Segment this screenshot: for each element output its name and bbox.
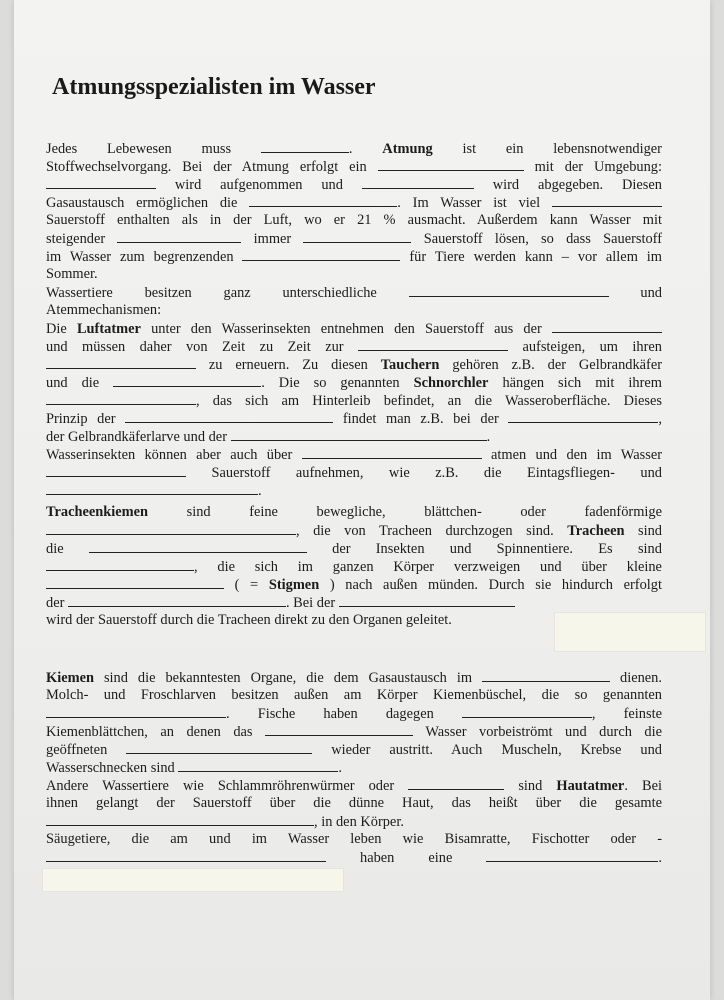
blank-field[interactable] xyxy=(362,175,474,189)
blank-field[interactable] xyxy=(409,283,609,297)
text: aufsteigen, um ihren xyxy=(522,339,662,355)
text: die xyxy=(217,559,235,575)
text: die xyxy=(46,541,64,557)
text: bewegliche, xyxy=(316,504,386,520)
text: sind die bekanntesten Organe, die dem Gasaustausch im xyxy=(103,670,473,686)
text-line xyxy=(46,229,662,248)
text: und xyxy=(640,465,662,481)
blank-field[interactable] xyxy=(46,704,226,718)
text: findet man z.B. bei der xyxy=(342,411,499,427)
blank-field[interactable] xyxy=(46,463,186,477)
text: Gasaustausch ermöglichen die xyxy=(46,195,238,211)
text: ein xyxy=(505,141,524,157)
text: Molch- und Froschlarven besitzen außen am Körper Kiemenbüschel, die so genannten xyxy=(46,687,662,703)
text-line xyxy=(46,337,662,356)
text: oder xyxy=(610,831,637,847)
text: oder xyxy=(520,504,546,520)
text-line xyxy=(46,139,662,158)
text: ganzen xyxy=(332,559,374,575)
text: Wassertiere xyxy=(46,285,113,301)
text: Sauerstoff lösen, so dass Sauerstoff xyxy=(423,231,662,247)
text: immer xyxy=(253,231,292,247)
text: feine xyxy=(249,504,278,520)
text: aufnehmen, xyxy=(295,465,364,481)
text: fadenförmige xyxy=(584,504,662,520)
text: wird aufgenommen und xyxy=(174,177,343,193)
blank-field[interactable] xyxy=(242,247,400,261)
text: hängen sich mit ihrem xyxy=(502,375,662,391)
text-line xyxy=(46,427,662,446)
blank-field[interactable] xyxy=(46,521,296,535)
text: Wasserschnecken sind xyxy=(46,760,175,776)
text: und xyxy=(449,541,472,557)
blank-field[interactable] xyxy=(46,848,326,862)
text: . xyxy=(258,483,262,499)
text: - xyxy=(657,831,662,847)
text: ( = xyxy=(234,577,259,593)
blank-field[interactable] xyxy=(68,593,286,607)
text: . Bei der xyxy=(285,595,336,611)
text-line xyxy=(46,848,662,867)
text: Spinnentiere. xyxy=(496,541,573,557)
paper-patch xyxy=(42,868,344,892)
text: blättchen- xyxy=(424,504,482,520)
blank-field[interactable] xyxy=(265,722,413,736)
text: , xyxy=(194,559,198,575)
blank-field[interactable] xyxy=(261,139,349,153)
blank-field[interactable] xyxy=(378,157,524,171)
text: ) nach außen münden. Durch sie hindurch erfolgt xyxy=(329,577,662,593)
blank-field[interactable] xyxy=(126,740,312,754)
text: Die xyxy=(46,321,67,337)
text: am xyxy=(170,831,188,847)
blank-field[interactable] xyxy=(89,539,307,553)
blank-field[interactable] xyxy=(178,758,338,772)
text-line xyxy=(46,557,662,576)
text: im xyxy=(251,831,268,847)
text: , in den Körper. xyxy=(314,814,404,830)
text: ist xyxy=(462,141,477,157)
text-line xyxy=(46,686,662,705)
text-line xyxy=(46,445,662,464)
text: . Bei xyxy=(624,778,662,794)
text: haben xyxy=(360,850,395,866)
blank-field[interactable] xyxy=(482,668,610,682)
text: der xyxy=(46,595,65,611)
text: gehören z.B. der Gelbrandkäfer xyxy=(452,357,663,373)
text: ganz xyxy=(223,285,251,301)
blank-field[interactable] xyxy=(303,229,411,243)
text-line xyxy=(46,373,662,392)
blank-field[interactable] xyxy=(125,409,333,423)
text: . xyxy=(338,760,342,776)
blank-field[interactable] xyxy=(486,848,658,862)
text: Kiemenblättchen, an denen das xyxy=(46,724,253,740)
text: Sauerstoff xyxy=(211,465,271,481)
text-line xyxy=(46,722,662,741)
keyword-tracheen: Tracheen xyxy=(567,523,625,539)
text: Körper xyxy=(393,559,435,575)
blank-field[interactable] xyxy=(46,557,194,571)
text-line xyxy=(46,812,662,831)
text: unter den Wasserinsekten entnehmen den Sauerstoff aus der xyxy=(151,321,542,337)
text: Säugetiere, xyxy=(46,831,111,847)
text: für Tiere werden kann – vor allem im xyxy=(409,249,662,265)
text: , die von Tracheen durchzogen sind. xyxy=(296,523,554,539)
text: sind xyxy=(637,541,662,557)
text: . xyxy=(486,429,491,445)
keyword-atmung: Atmung xyxy=(382,141,433,157)
paper-patch xyxy=(554,612,706,652)
text: die xyxy=(483,465,502,481)
text-line xyxy=(46,409,662,428)
text-line xyxy=(46,319,662,338)
blank-field[interactable] xyxy=(46,575,224,589)
blank-field[interactable] xyxy=(46,481,258,495)
blank-field[interactable] xyxy=(339,593,515,607)
text: Bisamratte, xyxy=(444,831,511,847)
text: und xyxy=(540,559,562,575)
text: , das sich am Hinterleib befindet, an die Wasseroberfläche. Dieses xyxy=(196,393,662,409)
text-line xyxy=(46,193,662,212)
blank-field[interactable] xyxy=(231,427,487,441)
text-line xyxy=(46,481,662,500)
text: über xyxy=(581,559,607,575)
text: Sauerstoff enthalten als in der Luft, wo er 21 % ausmacht. Außerdem kann Wasser mit xyxy=(46,212,662,228)
text-line xyxy=(46,463,662,482)
text: Es xyxy=(598,541,613,557)
blank-field[interactable] xyxy=(462,704,592,718)
blank-field[interactable] xyxy=(117,229,241,243)
text: sich xyxy=(254,559,278,575)
text: , xyxy=(658,411,662,427)
text: Fischotter xyxy=(531,831,590,847)
worksheet-title: Atmungsspezialisten im Wasser xyxy=(52,74,376,100)
text-line xyxy=(46,283,662,302)
text: Prinzip der xyxy=(46,411,116,427)
text: atmen und den im Wasser xyxy=(491,447,663,463)
blank-field[interactable] xyxy=(552,193,662,207)
text: geöffneten xyxy=(46,742,108,758)
keyword-luftatmer: Luftatmer xyxy=(76,321,141,337)
keyword-kiemen: Kiemen xyxy=(46,670,94,686)
blank-field[interactable] xyxy=(46,175,156,189)
text: der xyxy=(332,541,351,557)
text: . xyxy=(348,141,353,157)
text-line xyxy=(46,593,546,612)
text: Wasser vorbeiströmt und durch die xyxy=(425,724,662,740)
text: wie xyxy=(388,465,410,481)
blank-field[interactable] xyxy=(508,409,658,423)
text-line xyxy=(46,175,662,194)
keyword-stigmen: Stigmen xyxy=(268,577,320,593)
text-line xyxy=(46,758,662,777)
keyword-schnorchler: Schnorchler xyxy=(413,375,489,391)
text-line xyxy=(46,157,662,176)
text: z.B. xyxy=(435,465,459,481)
text: dienen. xyxy=(620,670,662,686)
text: zu erneuern. Zu diesen xyxy=(208,357,368,373)
text-line xyxy=(46,539,662,558)
worksheet-page xyxy=(14,0,710,1000)
text: Andere Wassertiere wie Schlammröhrenwürmer oder xyxy=(46,778,395,794)
text-line xyxy=(46,521,662,540)
text-line xyxy=(46,265,662,284)
text: , feinste xyxy=(591,706,662,722)
text-line xyxy=(46,355,662,374)
blank-field[interactable] xyxy=(113,373,261,387)
text: die xyxy=(131,831,150,847)
text-line xyxy=(46,794,662,813)
blank-field[interactable] xyxy=(249,193,397,207)
text-line xyxy=(46,776,662,795)
text: ihnen gelangt der Sauerstoff über die dünne Haut, das heißt über die gesamte xyxy=(46,795,662,811)
text: Eintagsfliegen- xyxy=(526,465,615,481)
text: Wasser xyxy=(287,831,330,847)
blank-field[interactable] xyxy=(46,812,314,826)
text: der Gelbrandkäferlarve und der xyxy=(46,429,227,445)
text: wird abgegeben. Diesen xyxy=(492,177,662,193)
text: Sommer. xyxy=(46,266,98,282)
text-line xyxy=(46,503,662,522)
text: . xyxy=(658,850,662,866)
text: sind xyxy=(518,778,543,794)
text: unterschiedliche xyxy=(282,285,377,301)
blank-field[interactable] xyxy=(302,445,482,459)
text: kleine xyxy=(626,559,662,575)
text: im Wasser zum begrenzenden xyxy=(46,249,234,265)
text: und xyxy=(640,285,662,301)
text: und die xyxy=(46,375,100,391)
text-line xyxy=(46,740,662,759)
text: eine xyxy=(428,850,453,866)
text-line xyxy=(46,830,662,849)
text-line xyxy=(46,575,662,594)
text: wieder austritt. Auch Muscheln, Krebse und xyxy=(331,742,662,758)
text: besitzen xyxy=(144,285,192,301)
keyword-hautatmer: Hautatmer xyxy=(556,778,625,794)
blank-field[interactable] xyxy=(408,776,504,790)
text-line xyxy=(46,668,662,687)
text: sind xyxy=(637,523,662,539)
text: mit der Umgebung: xyxy=(534,159,662,175)
text: muss xyxy=(201,141,232,157)
text: Lebewesen xyxy=(106,141,172,157)
blank-field[interactable] xyxy=(46,355,196,369)
blank-field[interactable] xyxy=(46,391,196,405)
text: verzweigen xyxy=(453,559,521,575)
text: Wasserinsekten können aber auch über xyxy=(46,447,293,463)
text: Jedes xyxy=(46,141,78,157)
blank-field[interactable] xyxy=(358,337,508,351)
blank-field[interactable] xyxy=(552,319,662,333)
text: Insekten xyxy=(375,541,425,557)
text: leben xyxy=(350,831,382,847)
text-line xyxy=(46,247,662,266)
text-line xyxy=(46,211,662,230)
text: wird der Sauerstoff durch die Tracheen direkt zu den Organen geleitet. xyxy=(46,612,452,628)
text-line xyxy=(46,301,662,320)
text: . Die so genannten xyxy=(261,375,400,391)
text: wie xyxy=(402,831,424,847)
text: lebensnotwendiger xyxy=(553,141,662,157)
text-line xyxy=(46,391,662,410)
keyword-tauchern: Tauchern xyxy=(380,357,440,373)
keyword-tracheenkiemen: Tracheenkiemen xyxy=(46,504,149,520)
text: und xyxy=(209,831,231,847)
text-line xyxy=(46,704,662,723)
text: steigender xyxy=(46,231,106,247)
text: im xyxy=(297,559,313,575)
text: sind xyxy=(186,504,211,520)
text: Stoffwechselvorgang. Bei der Atmung erfolgt ein xyxy=(46,159,367,175)
text: Atemmechanismen: xyxy=(46,302,162,318)
text: . Fische haben dagegen xyxy=(226,706,434,722)
text: . Im Wasser ist viel xyxy=(397,195,541,211)
text: und müssen daher von Zeit zu Zeit zur xyxy=(46,339,344,355)
